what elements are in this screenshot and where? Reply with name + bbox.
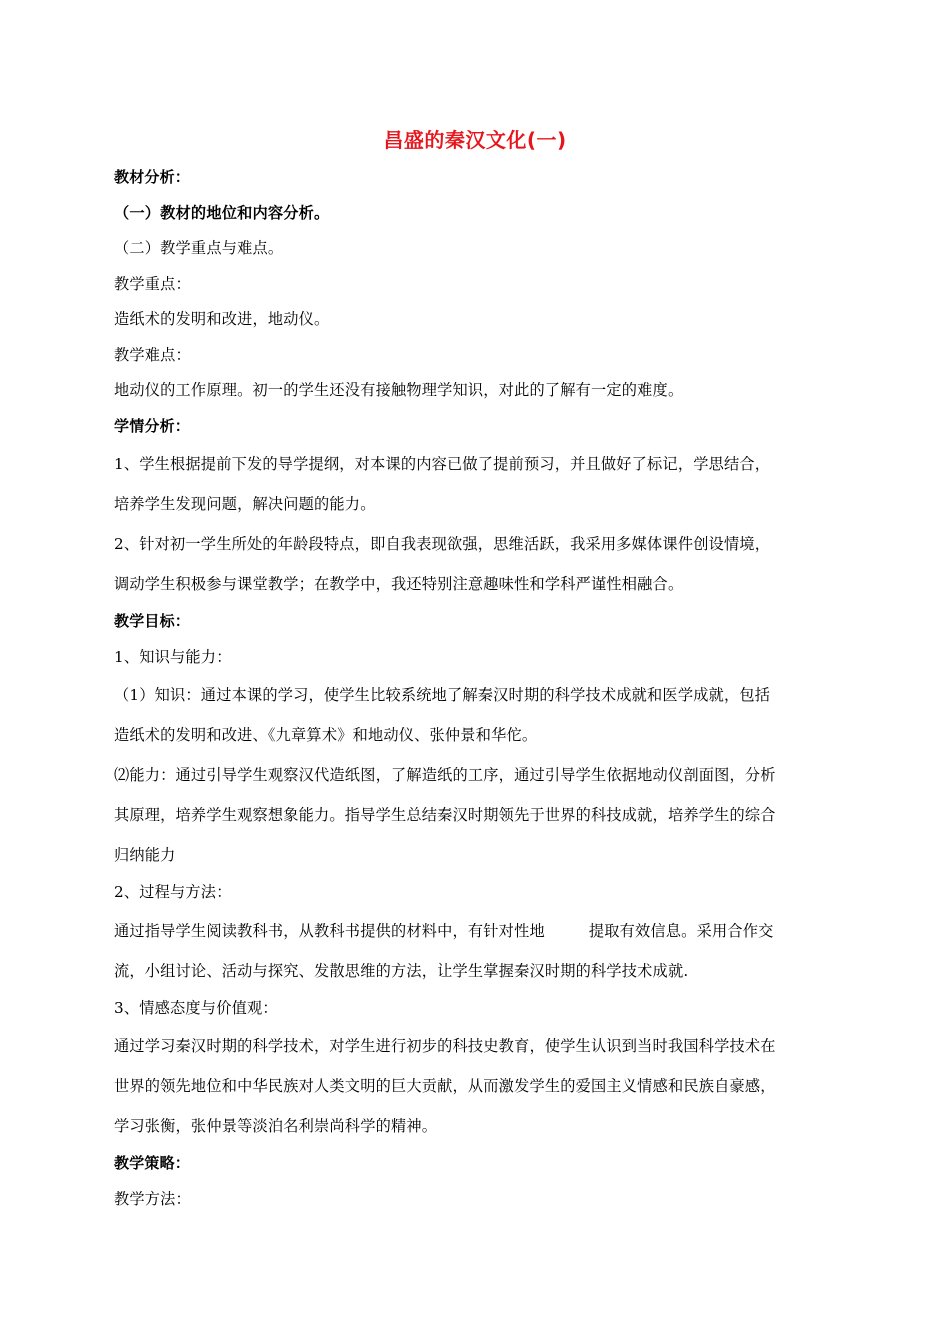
paragraph-line: 归纳能力 <box>114 846 176 864</box>
paragraph-line: 流，小组讨论、活动与探究、发散思维的方法，让学生掌握秦汉时期的科学技术成就. <box>114 961 689 980</box>
paragraph-line: 1、学生根据提前下发的导学提纲，对本课的内容已做了提前预习，并且做好了标记，学思结合， <box>114 455 771 473</box>
paragraph-line: 1、知识与能力： <box>114 647 232 666</box>
paragraph-line: 通过学习秦汉时期的科学技术，对学生进行初步的科技史教育，使学生认识到当时我国科学技术在 <box>114 1037 776 1055</box>
paragraph-line: （二）教学重点与难点。 <box>114 239 284 257</box>
paragraph-line: 培养学生发现问题，解决问题的能力。 <box>114 495 376 513</box>
heading-textbook-analysis: 教材分析： <box>114 168 191 186</box>
paragraph-line: （一）教材的地位和内容分析。 <box>114 203 330 222</box>
paragraph-segment: 提取有效信息。采用合作交 <box>588 921 774 940</box>
paragraph-line: 造纸术的发明和改进、《九章算术》和地动仪、张仲景和华佗。 <box>114 726 538 744</box>
paragraph-line: 教学重点： <box>114 274 191 293</box>
paragraph-line: ⑵能力：通过引导学生观察汉代造纸图，了解造纸的工序，通过引导学生依据地动仪剖面图，分析 <box>114 766 776 784</box>
paragraph-line: 世界的领先地位和中华民族对人类文明的巨大贡献，从而激发学生的爱国主义情感和民族自豪感， <box>114 1077 776 1095</box>
heading-teaching-goals: 教学目标： <box>114 612 191 630</box>
paragraph-line: 地动仪的工作原理。初一的学生还没有接触物理学知识，对此的了解有一定的难度。 <box>114 381 684 399</box>
paragraph-line: 调动学生积极参与课堂教学；在教学中，我还特别注意趣味性和学科严谨性相融合。 <box>114 575 684 593</box>
heading-student-analysis: 学情分析： <box>114 416 191 435</box>
paragraph-line: （1）知识：通过本课的学习，使学生比较系统地了解秦汉时期的科学技术成就和医学成就，包括 <box>114 686 771 704</box>
paragraph-line: 2、针对初一学生所处的年龄段特点，即自我表现欲强，思维活跃，我采用多媒体课件创设情境， <box>114 535 771 553</box>
paragraph-segment: 通过指导学生阅读教科书，从教科书提供的材料中，有针对性地 <box>114 921 545 940</box>
paragraph-line: 3、情感态度与价值观： <box>114 998 278 1017</box>
heading-teaching-strategy: 教学策略： <box>114 1154 191 1172</box>
document-body <box>114 160 840 1217</box>
paragraph-line: 其原理，培养学生观察想象能力。指导学生总结秦汉时期领先于世界的科技成就，培养学生的综合 <box>114 806 776 824</box>
paragraph-line: 学习张衡，张仲景等淡泊名利崇尚科学的精神。 <box>114 1117 438 1135</box>
paragraph-line: 教学难点： <box>114 345 191 364</box>
paragraph-line: 2、过程与方法： <box>114 883 232 901</box>
paragraph-line-split <box>114 911 840 951</box>
document-title: 昌盛的秦汉文化(一) <box>383 128 567 152</box>
paragraph-line: 造纸术的发明和改进，地动仪。 <box>114 310 330 328</box>
paragraph-line: 教学方法： <box>114 1189 191 1208</box>
